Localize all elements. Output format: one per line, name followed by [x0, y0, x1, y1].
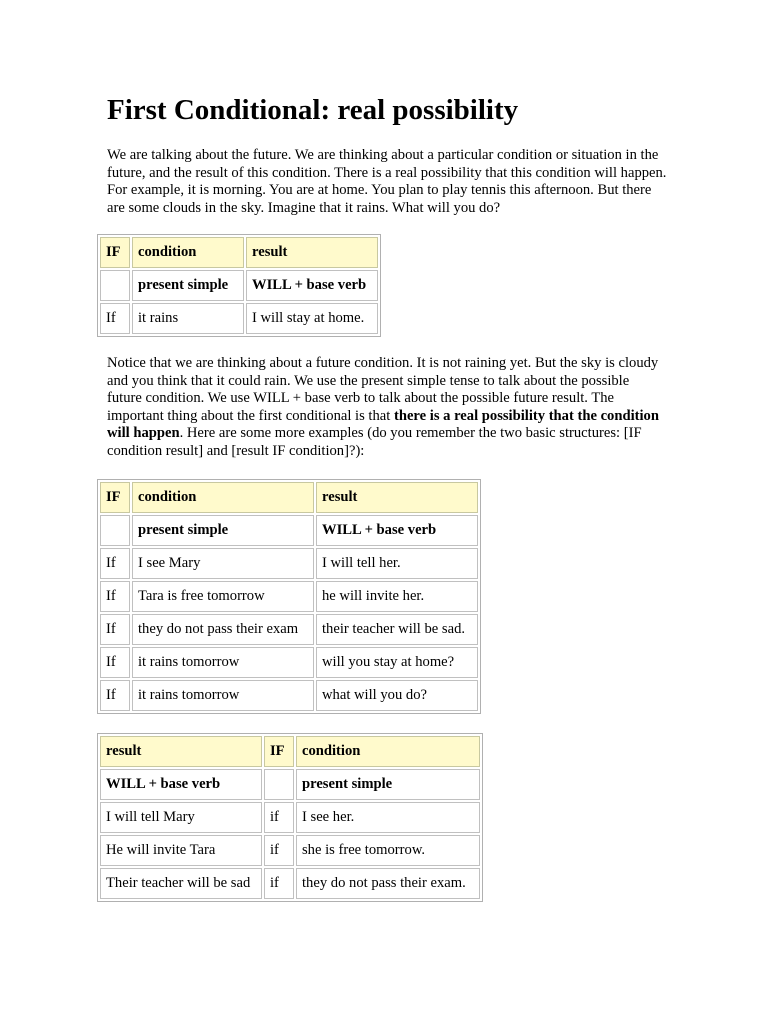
first-conditional-table: [97, 234, 381, 337]
table-cell: He will invite Tara: [100, 835, 262, 866]
table-cell: they do not pass their exam.: [296, 868, 480, 899]
table-cell: Their teacher will be sad: [100, 868, 262, 899]
table-cell: present simple: [132, 515, 314, 546]
table-cell: I will tell her.: [316, 548, 478, 579]
table-cell: she is free tomorrow.: [296, 835, 480, 866]
table-cell: [264, 769, 294, 800]
table-cell: present simple: [296, 769, 480, 800]
table-row: [100, 802, 480, 833]
table-cell: WILL + base verb: [246, 270, 378, 301]
table-cell: Tara is free tomorrow: [132, 581, 314, 612]
table-cell: IF: [100, 237, 130, 268]
table-cell: [100, 270, 130, 301]
table-cell: I see Mary: [132, 548, 314, 579]
table-cell: present simple: [132, 270, 244, 301]
table-row: [100, 835, 480, 866]
table-cell: what will you do?: [316, 680, 478, 711]
table-cell: WILL + base verb: [316, 515, 478, 546]
table-cell: [100, 515, 130, 546]
table-cell: will you stay at home?: [316, 647, 478, 678]
table-cell: condition: [132, 482, 314, 513]
table-subheader-row: [100, 270, 378, 301]
table-cell: condition: [132, 237, 244, 268]
intro-paragraph: We are talking about the future. We are thinking about a particular condition or situation in the future, and the result of this condition. There is a real possibility that this condition will happen. For example, it is morning. You are at home. You plan to play tennis this afternoon. But there are some clouds in the sky. Imagine that it rains. What will you do?: [107, 147, 667, 216]
explanation-text-end: . Here are some more examples (do you remember the two basic structures: [IF condition result] and [result IF condition]?):: [107, 425, 642, 459]
if-condition-result-table: [97, 479, 481, 714]
table-row: [100, 548, 478, 579]
table-row: [100, 680, 478, 711]
table-cell: it rains: [132, 303, 244, 334]
table-cell: result: [246, 237, 378, 268]
table-row: [100, 303, 378, 334]
table-cell: If: [100, 647, 130, 678]
table-cell: he will invite her.: [316, 581, 478, 612]
table-cell: if: [264, 835, 294, 866]
table-cell: I will tell Mary: [100, 802, 262, 833]
explanation-paragraph: [107, 355, 667, 461]
table-cell: If: [100, 614, 130, 645]
page-title: First Conditional: real possibility: [107, 94, 519, 126]
table-row: [100, 868, 480, 899]
table-cell: it rains tomorrow: [132, 680, 314, 711]
table-cell: result: [100, 736, 262, 767]
table-subheader-row: [100, 515, 478, 546]
table-header-row: [100, 237, 378, 268]
table-cell: IF: [264, 736, 294, 767]
table-cell: IF: [100, 482, 130, 513]
table-cell: If: [100, 680, 130, 711]
table-cell: result: [316, 482, 478, 513]
table-cell: condition: [296, 736, 480, 767]
table-cell: If: [100, 581, 130, 612]
document-body: [107, 93, 667, 217]
explanation-text: Notice that we are thinking about a future condition. It is not raining yet. But the sky is cloudy and you think that it could rain. We use the present simple tense to talk about the possible future condition. We use WILL + base verb to talk about the possible future result. The important thing about the first conditional is that: [107, 355, 659, 424]
table-row: [100, 581, 478, 612]
table-subheader-row: [100, 769, 480, 800]
table-header-row: [100, 736, 480, 767]
table-cell: if: [264, 802, 294, 833]
table-cell: I see her.: [296, 802, 480, 833]
table-cell: WILL + base verb: [100, 769, 262, 800]
table-row: [100, 647, 478, 678]
result-if-condition-table: [97, 733, 483, 902]
table-cell: If: [100, 548, 130, 579]
table-cell: I will stay at home.: [246, 303, 378, 334]
table-cell: If: [100, 303, 130, 334]
table-row: [100, 614, 478, 645]
table-cell: they do not pass their exam: [132, 614, 314, 645]
table-header-row: [100, 482, 478, 513]
explanation-emphasis: there is a real possibility that the condition will happen: [107, 407, 659, 442]
table-cell: it rains tomorrow: [132, 647, 314, 678]
table-cell: their teacher will be sad.: [316, 614, 478, 645]
table-cell: if: [264, 868, 294, 899]
